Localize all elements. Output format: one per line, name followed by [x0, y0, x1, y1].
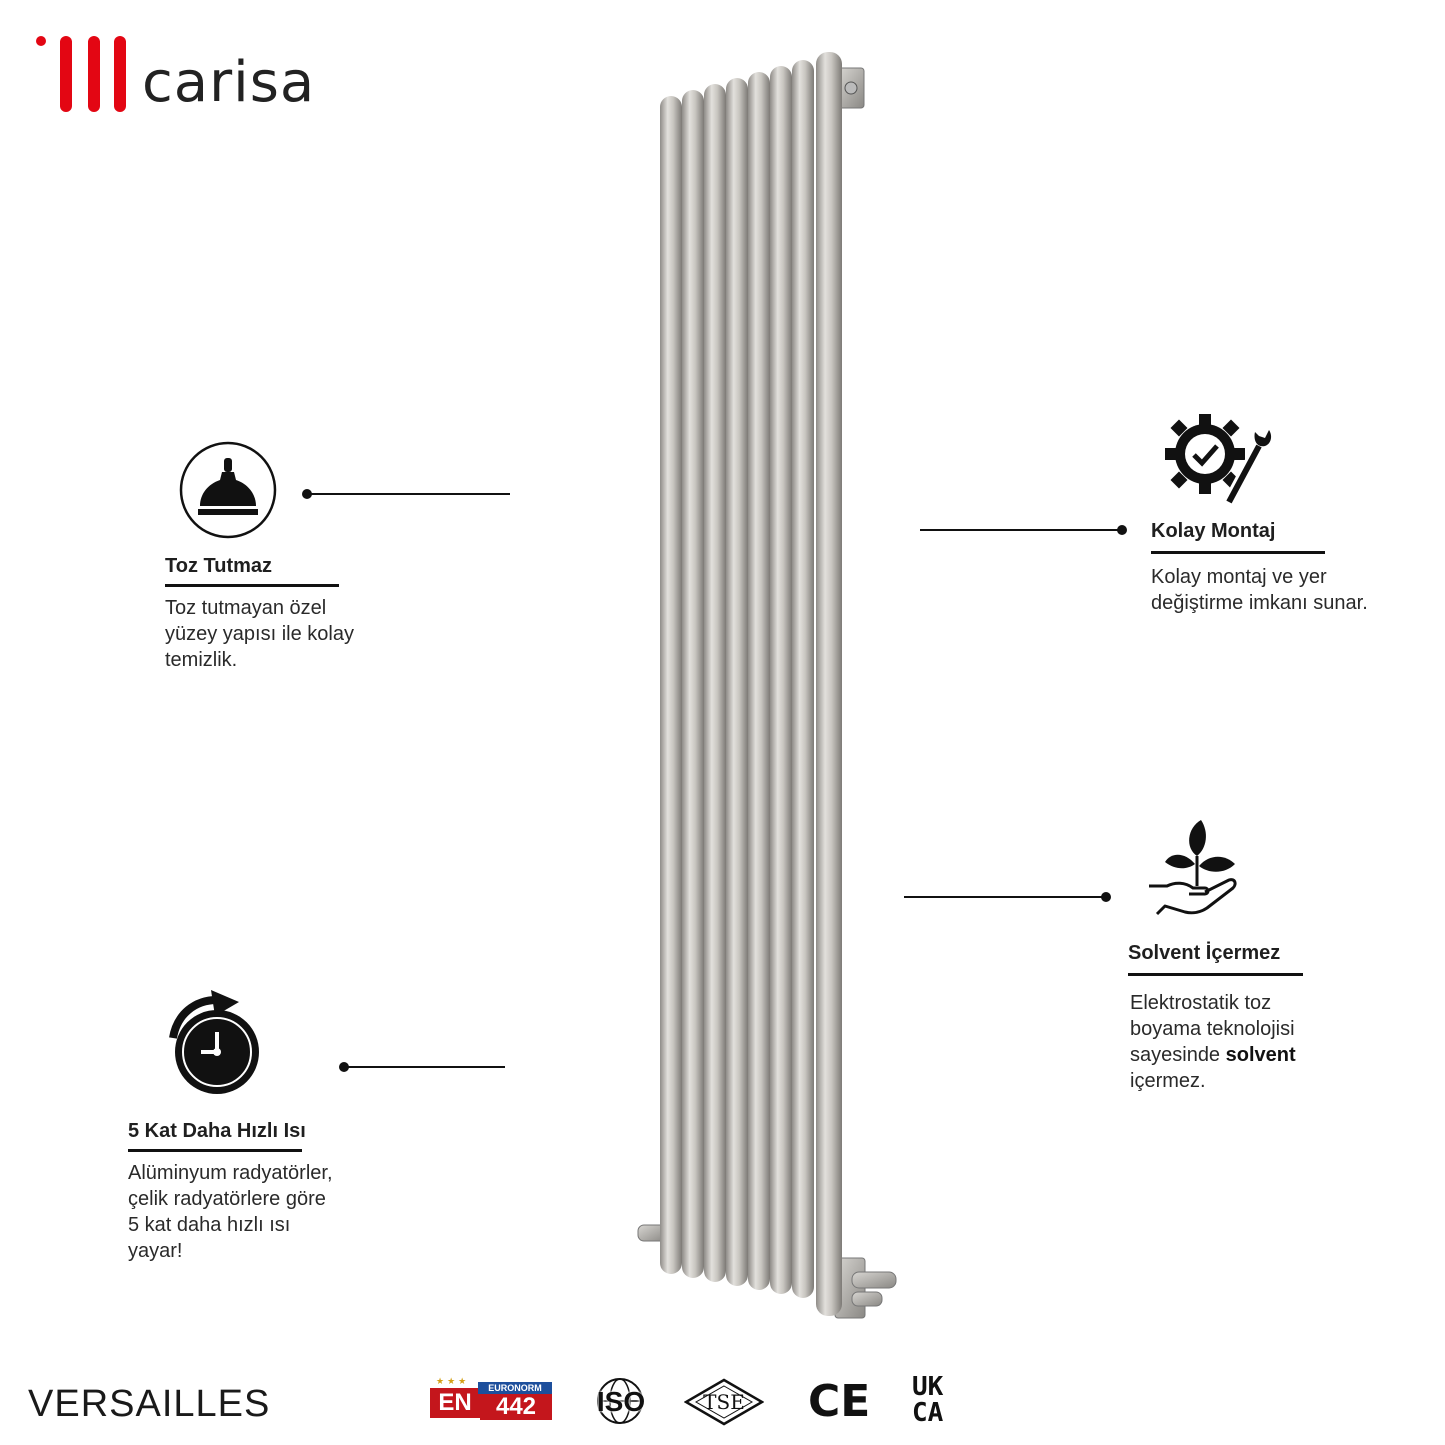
hand-plant-icon [1145, 816, 1241, 920]
feature-description: Kolay montaj ve yer değiştirme imkanı sunar. [1151, 566, 1368, 614]
title-underline [1151, 551, 1325, 554]
en-mark: EN [430, 1388, 480, 1418]
logo-dot [36, 36, 46, 46]
leader-line [920, 529, 1122, 531]
ce-mark: CE [808, 1376, 871, 1427]
leader-dot [1101, 892, 1111, 902]
title-underline [128, 1149, 302, 1152]
logo-bar [114, 36, 126, 112]
ukca-mark [912, 1374, 964, 1430]
brand-name: carisa [142, 50, 316, 115]
logo-bar [60, 36, 72, 112]
leader-line [343, 1066, 505, 1068]
leader-line [307, 493, 510, 495]
brush-icon [178, 440, 278, 540]
feature-kolay-montaj [1151, 520, 1431, 616]
leader-dot [1117, 525, 1127, 535]
feature-hizli-isi [128, 1120, 388, 1264]
logo-bar [88, 36, 100, 112]
ukca-bottom: CA [912, 1398, 944, 1428]
gear-wrench-icon [1163, 410, 1275, 510]
leader-line [904, 896, 1106, 898]
fast-heat-clock-icon [165, 988, 265, 1098]
title-underline [165, 584, 339, 587]
feature-title: Kolay Montaj [1151, 520, 1276, 542]
euronorm-label: EURONORM [478, 1382, 552, 1394]
standard-number: 442 [480, 1394, 552, 1420]
iso-text: ISO [596, 1386, 646, 1417]
radiator-image [630, 40, 910, 1330]
feature-description: Elektrostatik toz boyama teknolojisi sayesinde solvent içermez. [1130, 992, 1296, 1092]
feature-description: Alüminyum radyatörler, çelik radyatörlere göre 5 kat daha hızlı ısı yayar! [128, 1162, 333, 1262]
brand-logo [30, 30, 330, 120]
feature-solvent [1128, 942, 1428, 1094]
tse-text: TSE [703, 1390, 745, 1414]
iso-logo [588, 1374, 654, 1430]
title-underline [1128, 973, 1303, 976]
ukca-top: UK [912, 1372, 944, 1402]
feature-title: Solvent İçermez [1128, 942, 1281, 964]
en442-euronorm-logo: ★★★ EN EURONORM 442 [430, 1374, 552, 1430]
feature-description: Toz tutmayan özel yüzey yapısı ile kolay temizlik. [165, 597, 354, 671]
feature-title: 5 Kat Daha Hızlı Isı [128, 1120, 306, 1142]
feature-toz-tutmaz [165, 555, 405, 673]
model-name: VERSAILLES [28, 1383, 271, 1425]
tse-logo [684, 1374, 764, 1430]
feature-title: Toz Tutmaz [165, 555, 273, 577]
